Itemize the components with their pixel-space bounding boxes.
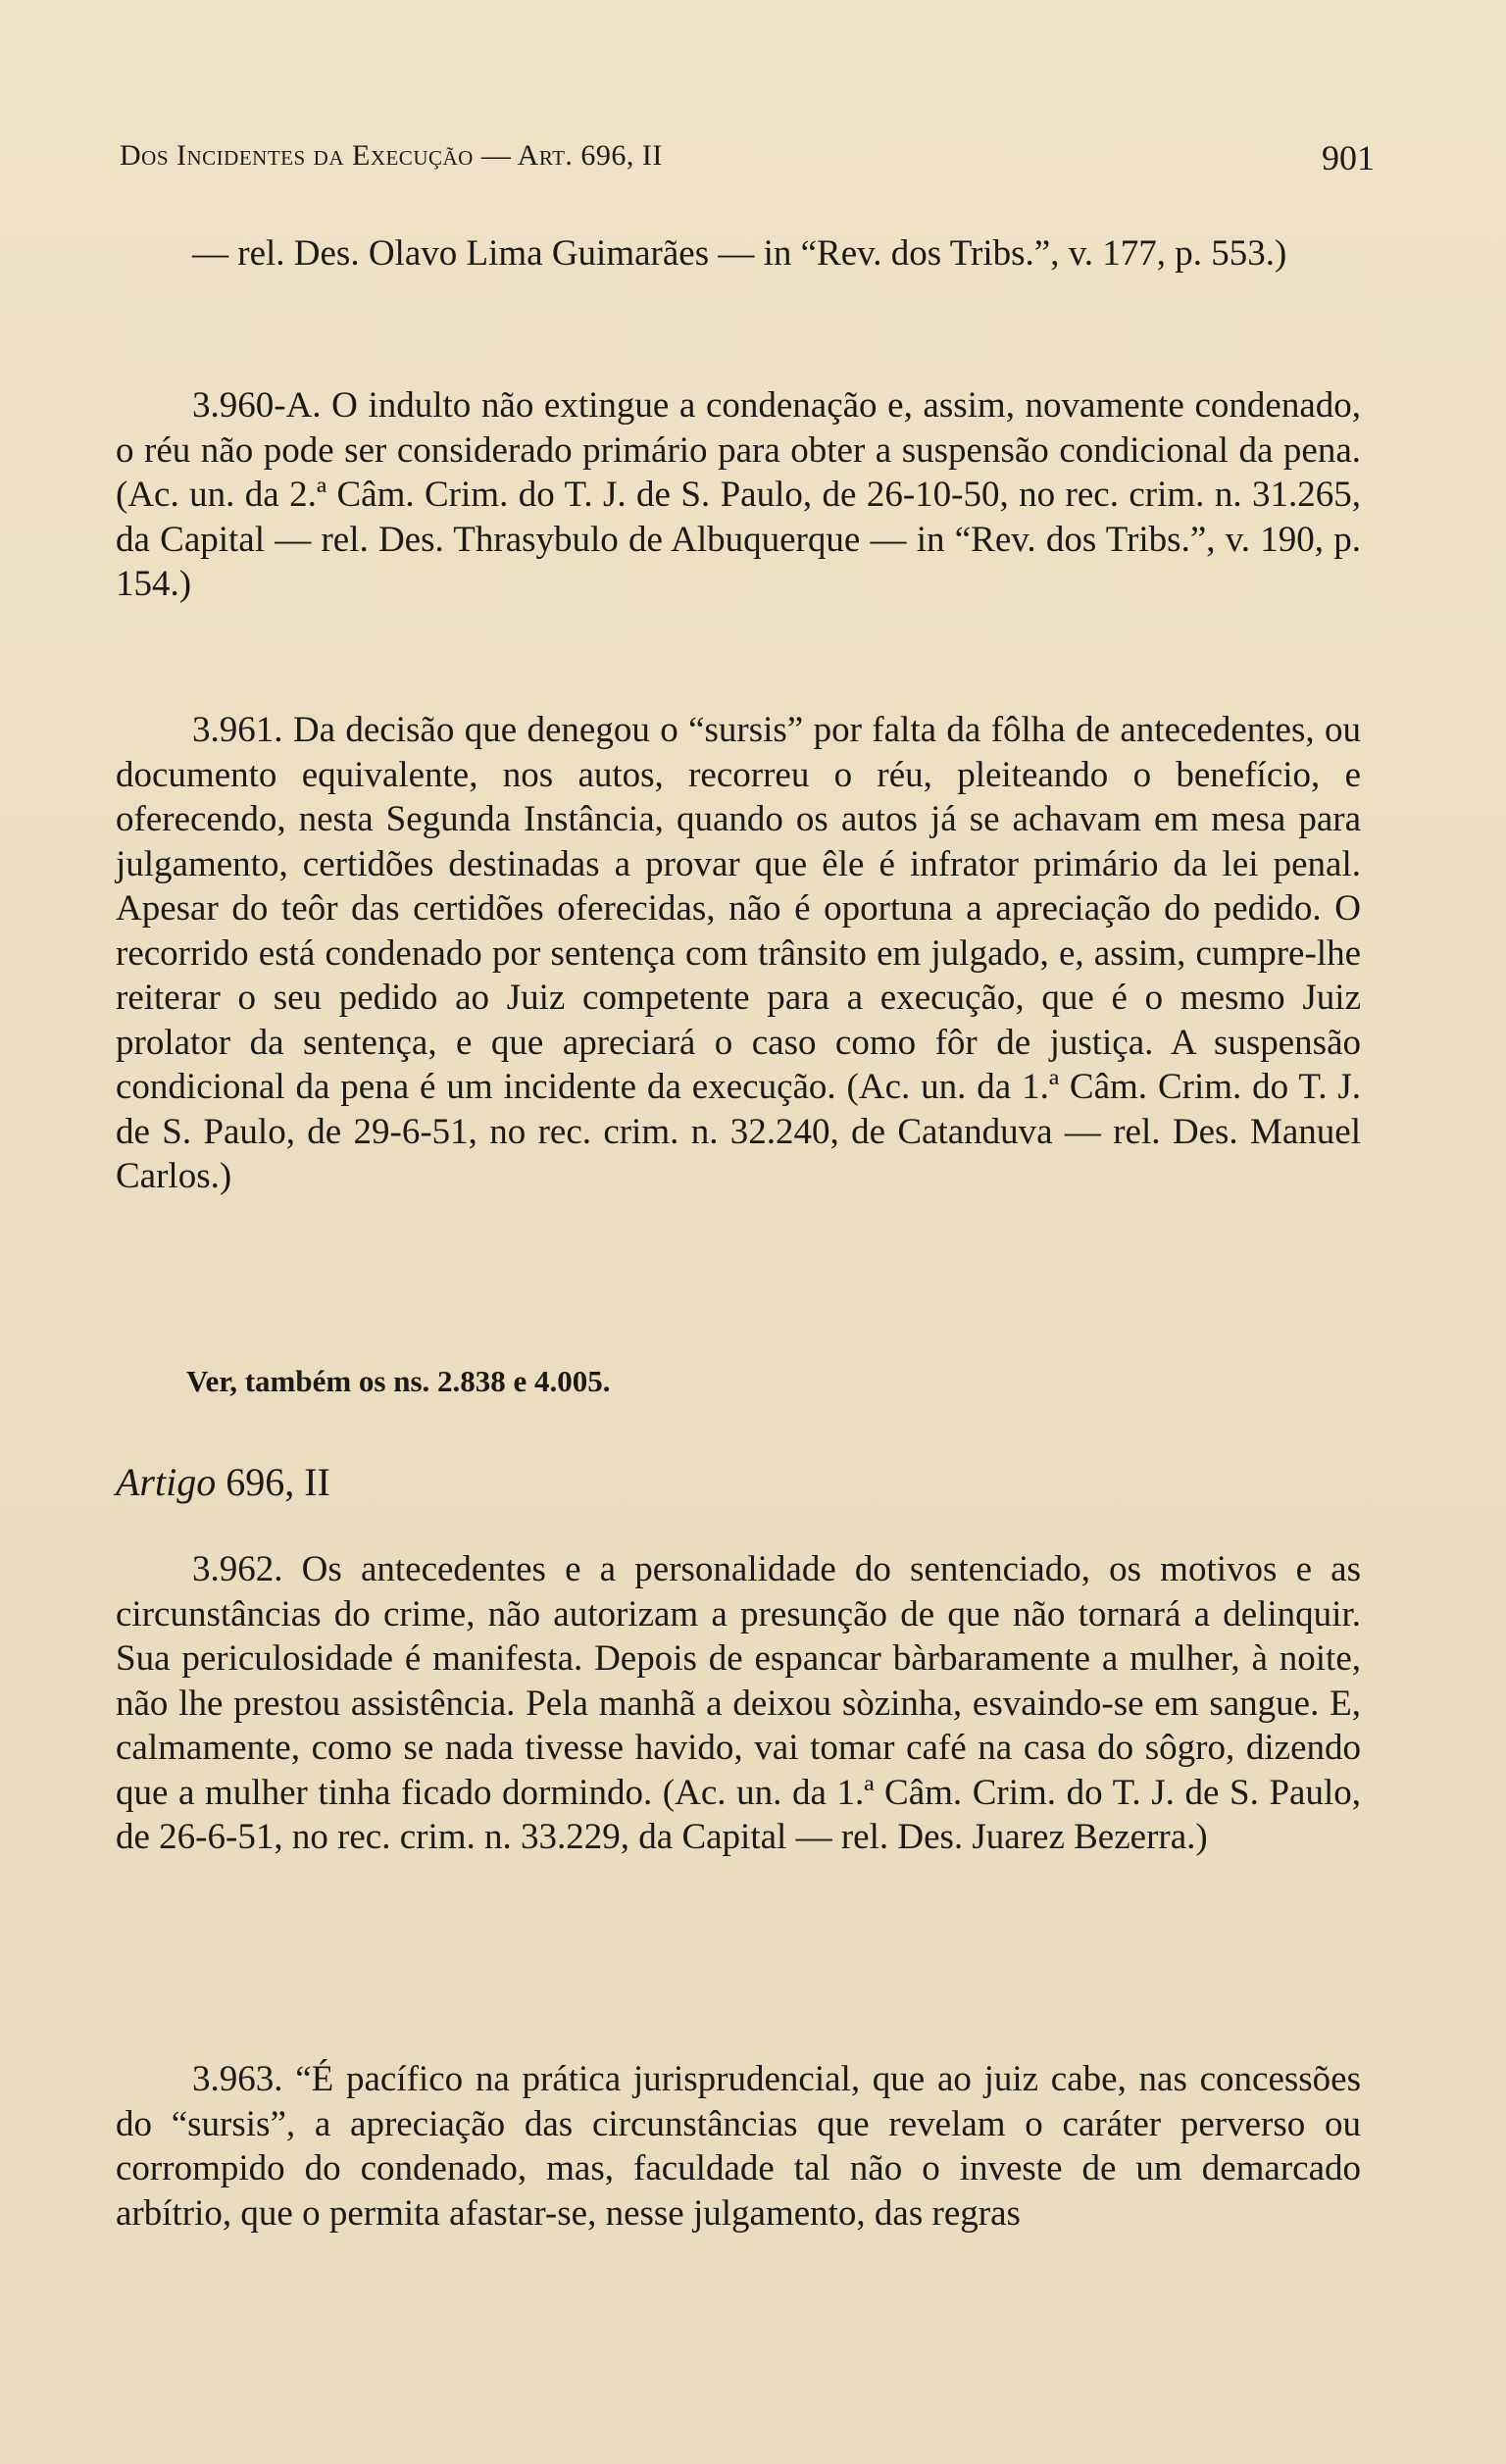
paragraph-3963: 3.963. “É pacífico na prática jurisprudencial, que ao juiz cabe, nas concessões do “sursis”, a apreciação das circunstâncias que revelam o caráter perverso ou corrompido do condenado, mas, faculdade tal não o investe de um demarcado arbítrio, que o permita afastar-se, nesse julgamento, das regras xyxy=(116,2059,1361,2234)
page-number: 901 xyxy=(1322,138,1375,177)
article-label: Artigo xyxy=(116,1460,217,1504)
paragraph-3962: 3.962. Os antecedentes e a personalidade do sentenciado, os motivos e as circunstâncias do crime, não autorizam a presunção de que não tornará a delinquir. Sua periculosidade é manifesta. Depois de espancar bàrbaramente a mulher, à noite, não lhe prestou assistência. Pela manhã a deixou sòzinha, esvaindo-se em sangue. E, calmamente, como se nada tivesse havido, vai tomar café na casa do sôgro, dizendo que a mulher tinha ficado dormindo. (Ac. un. da 1.ª Câm. Crim. do T. J. de S. Paulo, de 26-6-51, no rec. crim. n. 33.229, da Capital — rel. Des. Juarez Bezerra.) xyxy=(116,1549,1361,1857)
article-heading xyxy=(116,1459,330,1505)
paragraph-continuation: — rel. Des. Olavo Lima Guimarães — in “Rev. dos Tribs.”, v. 177, p. 553.) xyxy=(192,233,1287,274)
paragraph-3961: 3.961. Da decisão que denegou o “sursis” por falta da fôlha de antecedentes, ou documento equivalente, nos autos, recorreu o réu, pleiteando o benefício, e oferecendo, nesta Segunda Instância, quando os autos já se achavam em mesa para julgamento, certidões destinadas a provar que êle é infrator primário da lei penal. Apesar do teôr das certidões oferecidas, não é oportuna a apreciação do pedido. O recorrido está condenado por sentença com trânsito em julgado, e, assim, cumpre-lhe reiterar o seu pedido ao Juiz competente para a execução, que é o mesmo Juiz prolator da sentença, e que apreciará o caso como fôr de justiça. A suspensão condicional da pena é um incidente da execução. (Ac. un. da 1.ª Câm. Crim. do T. J. de S. Paulo, de 29-6-51, no rec. crim. n. 32.240, de Catanduva — rel. Des. Manuel Carlos.) xyxy=(116,710,1361,1196)
paragraph-3960A: 3.960-A. O indulto não extingue a condenação e, assim, novamente condenado, o réu não pode ser considerado primário para obter a suspensão condicional da pena. (Ac. un. da 2.ª Câm. Crim. do T. J. de S. Paulo, de 26-10-50, no rec. crim. n. 31.265, da Capital — rel. Des. Thrasybulo de Albuquerque — in “Rev. dos Tribs.”, v. 190, p. 154.) xyxy=(116,385,1361,604)
article-number: 696, II xyxy=(226,1460,330,1504)
running-head: Dos Incidentes da Execução — Art. 696, II xyxy=(120,139,663,172)
see-also-note: Ver, também os ns. 2.838 e 4.005. xyxy=(186,1364,611,1398)
page-header xyxy=(120,139,1375,182)
